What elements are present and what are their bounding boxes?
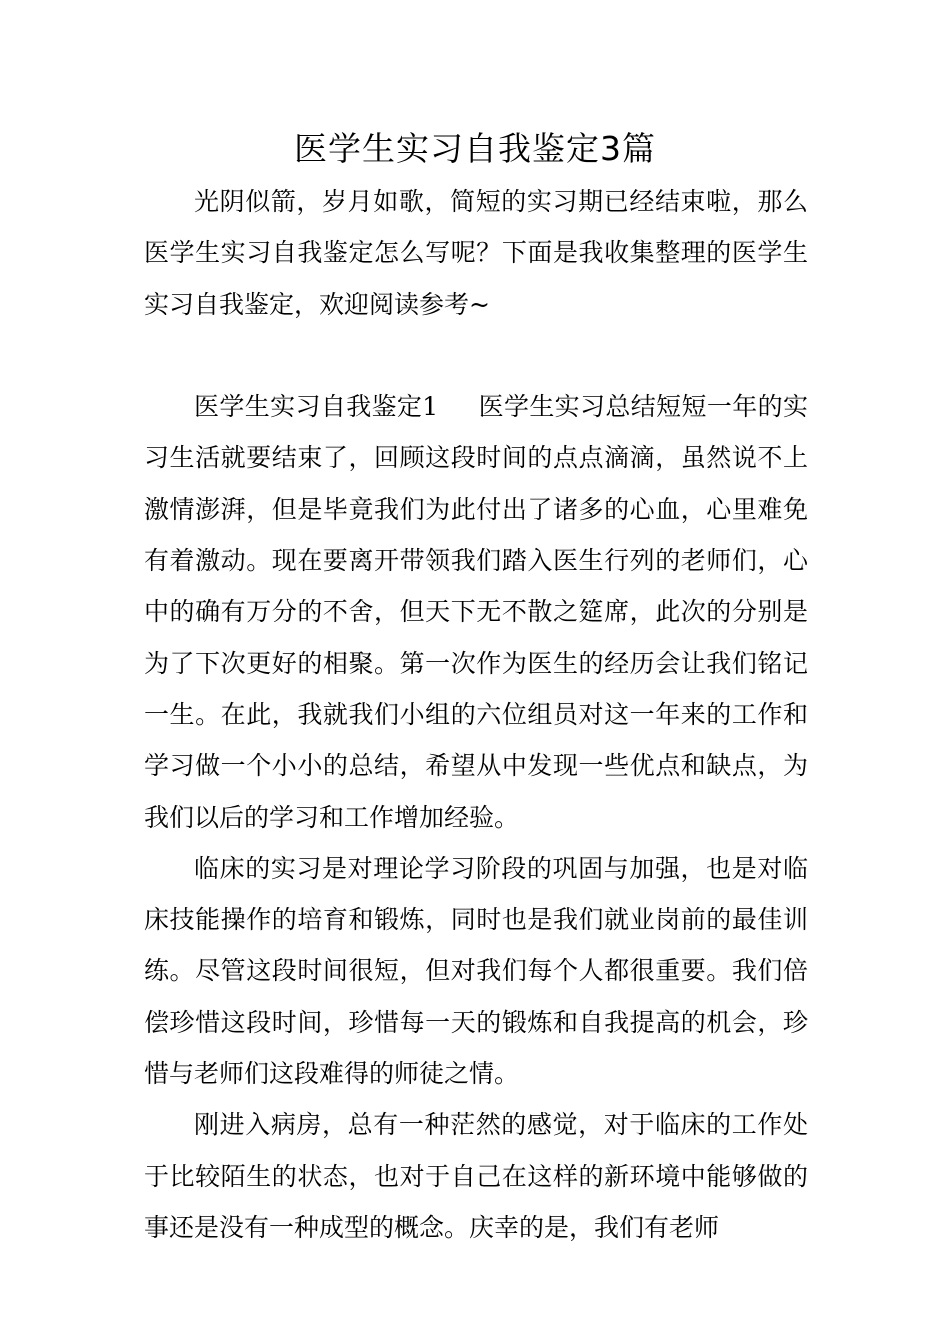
section-heading: 医学生实习自我鉴定1: [194, 392, 439, 422]
paragraph-spacer: [144, 330, 808, 381]
section-paragraph: [144, 381, 808, 843]
document-body: [144, 176, 808, 1253]
body-paragraph-2: 临床的实习是对理论学习阶段的巩固与加强，也是对临床技能操作的培育和锻炼，同时也是我们就业岗前的最佳训练。尽管这段时间很短，但对我们每个人都很重要。我们倍偿珍惜这段时间，珍惜每一天的锻炼和自我提高的机会，珍惜与老师们这段难得的师徒之情。: [144, 853, 808, 1089]
intro-paragraph: 光阴似箭，岁月如歌，简短的实习期已经结束啦，那么医学生实习自我鉴定怎么写呢？下面是我收集整理的医学生实习自我鉴定，欢迎阅读参考~: [144, 187, 808, 319]
body-paragraph-3: 刚进入病房，总有一种茫然的感觉，对于临床的工作处于比较陌生的状态，也对于自己在这样的新环境中能够做的事还是没有一种成型的概念。庆幸的是，我们有老师: [144, 1110, 808, 1242]
body-paragraph-1: 医学生实习总结短短一年的实习生活就要结束了，回顾这段时间的点点滴滴，虽然说不上激情澎湃，但是毕竟我们为此付出了诸多的心血，心里难免有着激动。现在要离开带领我们踏入医生行列的老师们，心中的确有万分的不舍，但天下无不散之筵席，此次的分别是为了下次更好的相聚。第一次作为医生的经历会让我们铭记一生。在此，我就我们小组的六位组员对这一年来的工作和学习做一个小小的总结，希望从中发现一些优点和缺点，为我们以后的学习和工作增加经验。: [144, 392, 808, 832]
document-title: 医学生实习自我鉴定3篇: [294, 129, 656, 168]
